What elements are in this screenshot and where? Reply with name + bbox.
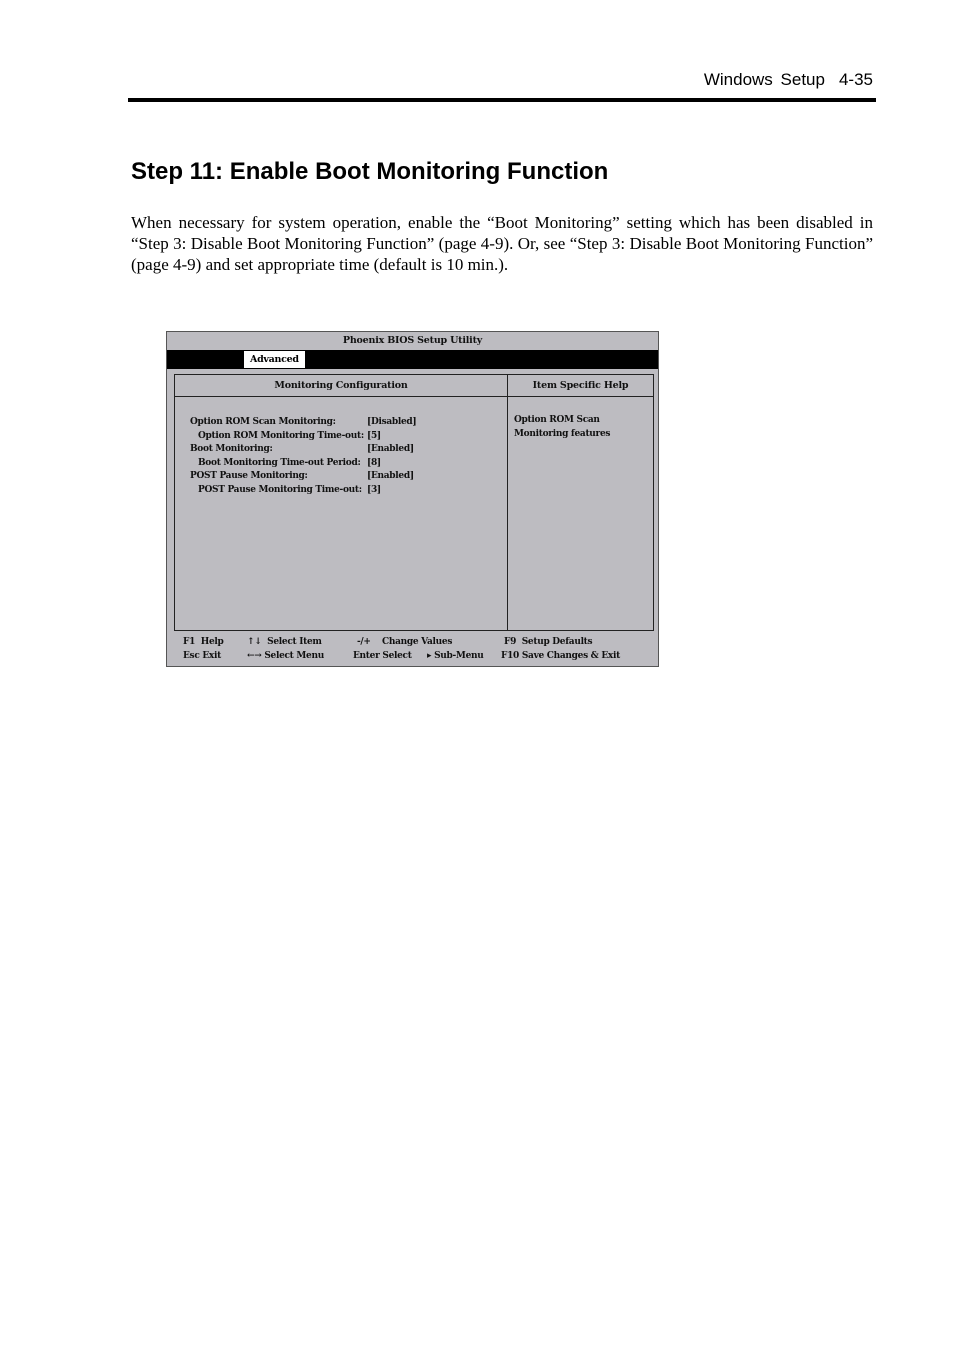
setting-value[interactable]: [Disabled] <box>367 417 417 427</box>
footer-select-menu <box>247 651 324 661</box>
setting-label: Option ROM Monitoring Time-out: <box>198 430 364 441</box>
section-title: Step 11: Enable Boot Monitoring Function <box>131 158 609 185</box>
footer-enter-select <box>353 651 412 661</box>
footer-action: Help <box>200 637 224 647</box>
footer-key: F1 <box>183 637 196 647</box>
setting-label: POST Pause Monitoring Time-out: <box>198 484 362 495</box>
setting-label: Boot Monitoring: <box>190 444 273 454</box>
footer-action: Exit <box>202 651 221 661</box>
header-page-number: 4-35 <box>838 70 873 89</box>
footer-change-values <box>357 637 452 647</box>
footer-key: F9 <box>504 637 517 647</box>
footer-f1-help <box>183 637 223 647</box>
footer-setup-defaults <box>504 637 592 647</box>
running-header <box>704 70 873 90</box>
setting-label: Option ROM Scan Monitoring: <box>190 417 336 427</box>
footer-action: Change Values <box>382 637 453 647</box>
bios-footer <box>167 634 658 666</box>
header-rule <box>128 98 876 102</box>
left-right-arrows-icon: ←→ <box>247 651 262 661</box>
footer-action: Select Item <box>267 637 322 647</box>
setting-value[interactable]: [Enabled] <box>367 444 414 454</box>
footer-key: -/+ <box>357 637 371 647</box>
settings-panel <box>174 374 508 631</box>
triangle-right-icon: ▸ <box>427 651 432 661</box>
footer-action: Select <box>382 651 412 661</box>
footer-action: Setup Defaults <box>521 637 593 647</box>
up-down-arrows-icon: ↑↓ <box>247 637 262 647</box>
footer-select-item <box>247 637 322 647</box>
help-line: Monitoring features <box>514 429 611 439</box>
setting-label: POST Pause Monitoring: <box>190 471 308 481</box>
footer-key: Enter <box>353 651 380 661</box>
help-text <box>514 413 610 441</box>
body-paragraph: When necessary for system operation, enable the “Boot Monitoring” setting which has been disabled in “Step 3: Disable Boot Monitoring Function” (page 4-9). Or, see “Step 3: Disable Boot Monitoring Function” (page 4-9) and set appropriate time (default is 10 min.). <box>131 213 873 274</box>
footer-save-exit <box>501 651 620 661</box>
footer-key: F10 <box>501 651 520 661</box>
setting-value[interactable]: [3] <box>367 484 381 495</box>
tab-advanced[interactable]: Advanced <box>244 351 305 368</box>
setting-value[interactable]: [5] <box>367 430 381 441</box>
footer-esc-exit <box>183 651 221 661</box>
setting-value[interactable]: [Enabled] <box>367 471 414 481</box>
bios-screenshot <box>166 331 659 667</box>
setting-value[interactable]: [8] <box>367 457 381 468</box>
header-section-title: Windows Setup <box>703 70 825 89</box>
help-panel <box>507 374 654 631</box>
settings-panel-header: Monitoring Configuration <box>175 375 507 397</box>
footer-action: Select Menu <box>264 651 324 661</box>
help-panel-header: Item Specific Help <box>508 375 653 397</box>
footer-action: Save Changes & Exit <box>521 651 620 661</box>
bios-menubar <box>167 350 658 369</box>
setting-label: Boot Monitoring Time-out Period: <box>198 457 361 468</box>
footer-action: Sub-Menu <box>434 651 484 661</box>
help-line: Option ROM Scan <box>514 415 600 425</box>
bios-title: Phoenix BIOS Setup Utility <box>342 335 483 346</box>
footer-key: Esc <box>183 651 200 661</box>
footer-sub-menu <box>427 651 484 661</box>
